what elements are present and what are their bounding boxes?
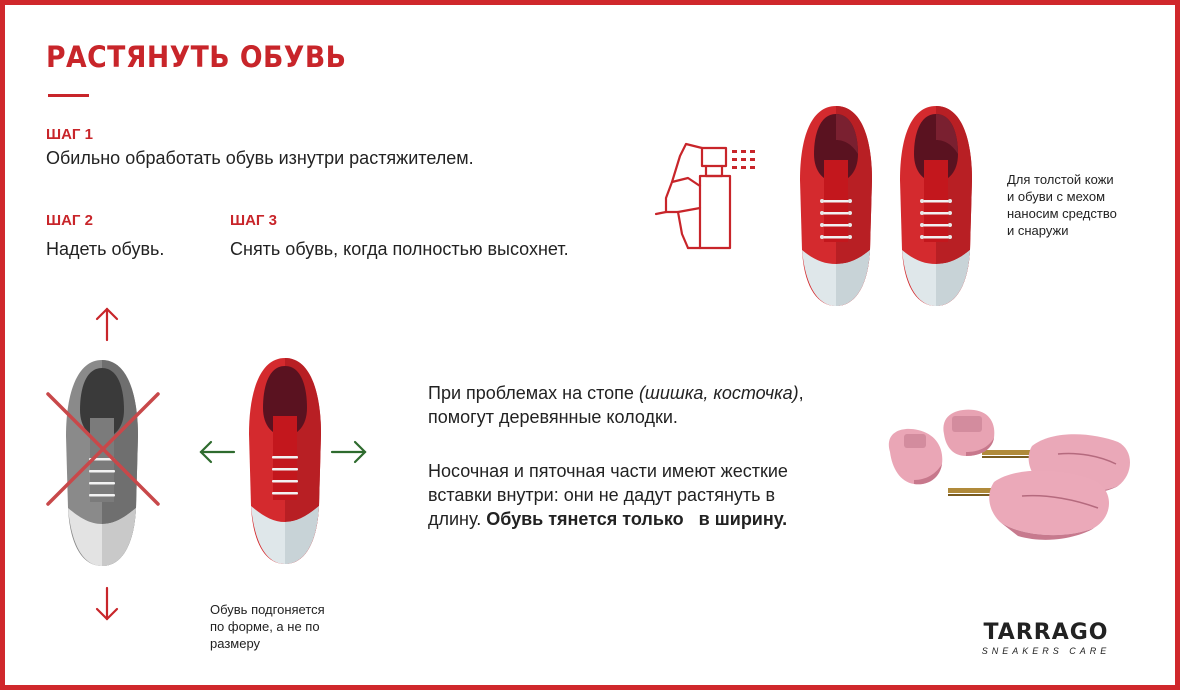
step-1-label: ШАГ 1	[46, 126, 93, 143]
arrow-left-icon	[198, 439, 236, 465]
problem-paragraph	[428, 381, 804, 429]
note-outside-line: наносим средство	[1007, 206, 1117, 221]
toe-heel-line2: вставки внутри: они не дадут растянуть в	[428, 485, 776, 505]
step-3-label: ШАГ 3	[230, 212, 277, 229]
step-3-text: Снять обувь, когда полностью высохнет.	[230, 239, 569, 259]
page-title: РАСТЯНУТЬ ОБУВЬ	[46, 40, 347, 74]
red-shoe-illustration	[244, 354, 326, 566]
shoe-trees-illustration	[882, 404, 1138, 556]
shoe-pair-illustration	[794, 100, 976, 312]
logo-tagline: SNEAKERS CARE	[981, 646, 1111, 656]
note-fit-by-shape	[210, 601, 325, 652]
problem-text-line2: помогут деревянные колодки.	[428, 407, 678, 427]
gray-shoe-crossed	[40, 356, 164, 568]
note-fit-line: Обувь подгоняется	[210, 602, 325, 617]
tarrago-logo	[962, 622, 1130, 656]
problem-text: При проблемах на стопе	[428, 383, 639, 403]
step-1-text: Обильно обработать обувь изнутри растяжителем.	[46, 148, 474, 168]
logo-wordmark: TARRAGO	[983, 620, 1109, 645]
arrow-down-icon	[94, 586, 120, 622]
note-outside-line: Для толстой кожи	[1007, 172, 1114, 187]
arrow-right-icon	[330, 439, 368, 465]
note-outside-line: и обуви с мехом	[1007, 189, 1106, 204]
spray-icon	[652, 138, 764, 254]
step-2-label: ШАГ 2	[46, 212, 93, 229]
toe-heel-line1: Носочная и пяточная части имеют жесткие	[428, 461, 788, 481]
title-underline	[48, 94, 89, 97]
problem-italic: (шишка, косточка)	[638, 383, 799, 403]
note-outside-line: и снаружи	[1007, 223, 1069, 238]
note-fit-line: размеру	[210, 636, 261, 651]
toe-heel-line3: длину.	[428, 509, 487, 529]
note-outside-application	[1007, 171, 1117, 239]
step-2-text: Надеть обувь.	[46, 239, 165, 259]
toe-heel-paragraph	[428, 459, 788, 531]
note-fit-line: по форме, а не по	[210, 619, 320, 634]
problem-text-comma: ,	[798, 383, 804, 403]
toe-heel-emphasis: Обувь тянется только в ширину.	[486, 509, 788, 529]
arrow-up-icon	[94, 306, 120, 342]
